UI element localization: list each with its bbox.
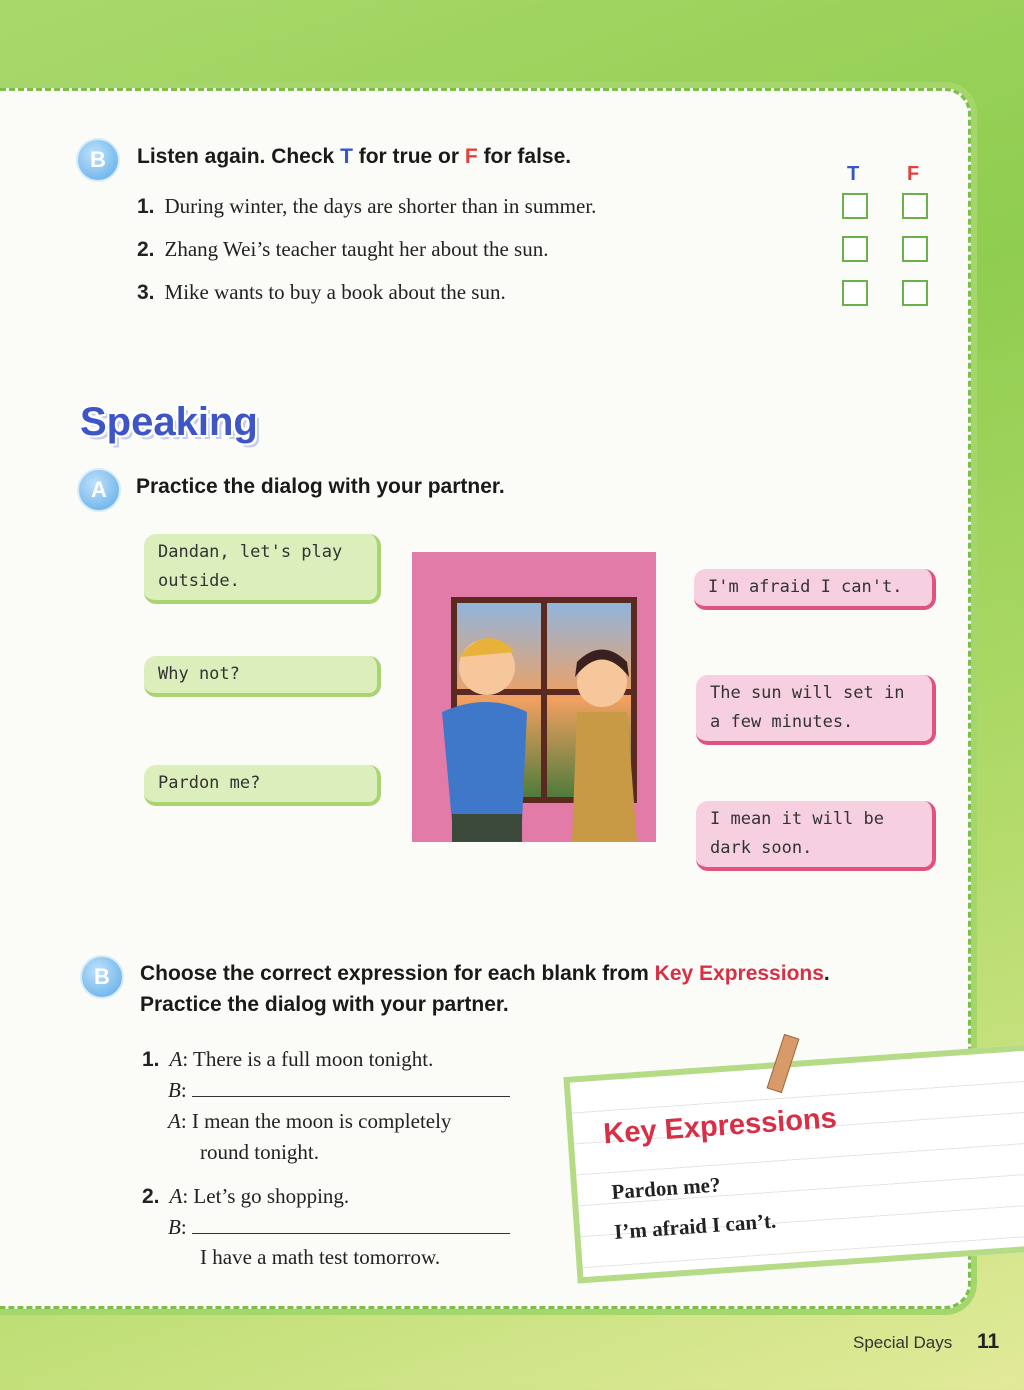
speaker: B xyxy=(168,1215,181,1239)
colon: : xyxy=(180,1215,187,1239)
true-column-header: T xyxy=(847,163,860,185)
statement-1 xyxy=(137,194,596,219)
speaking-b-instruction-line2: Practice the dialog with your partner. xyxy=(140,993,509,1016)
checkbox-2-true[interactable] xyxy=(842,236,868,262)
item-number: 3. xyxy=(137,281,155,304)
statement-text: During winter, the days are shorter than in summer. xyxy=(164,194,597,218)
statement-text: Mike wants to buy a book about the sun. xyxy=(164,280,506,304)
dialog-2-line-b-cont: I have a math test tomorrow. xyxy=(200,1245,441,1269)
statement-3 xyxy=(137,280,506,305)
speaking-a-instruction: Practice the dialog with your partner. xyxy=(136,475,505,498)
checkbox-1-true[interactable] xyxy=(842,193,868,219)
key-expression-1: Pardon me? xyxy=(610,1172,722,1204)
t-letter: T xyxy=(340,145,353,168)
speaker: B xyxy=(168,1078,181,1102)
answer-blank-2[interactable] xyxy=(192,1215,510,1234)
item-number: 2. xyxy=(142,1185,160,1208)
line-text: : I mean the moon is completely xyxy=(180,1109,452,1133)
section-badge-b: B xyxy=(76,138,120,182)
item-number: 2. xyxy=(137,238,155,261)
speech-bubble-right-1: I'm afraid I can't. xyxy=(694,569,936,610)
false-column-header: F xyxy=(907,163,920,185)
speech-bubble-left-2: Why not? xyxy=(144,656,381,697)
key-expressions-card xyxy=(563,1043,1024,1283)
listening-instruction xyxy=(137,145,571,169)
dialog-2-line-a xyxy=(142,1184,349,1209)
answer-blank-1[interactable] xyxy=(192,1078,510,1097)
statement-2 xyxy=(137,237,548,262)
dialog-1-line-a2 xyxy=(168,1109,451,1134)
dialog-1-line-b xyxy=(168,1078,510,1103)
speech-bubble-right-3: I mean it will be dark soon. xyxy=(696,801,936,871)
instr-text: Choose the correct expression for each blank from xyxy=(140,962,655,985)
speech-bubble-left-3: Pardon me? xyxy=(144,765,381,806)
instr-text: Listen again. Check xyxy=(137,145,341,168)
speaking-b-instruction-line1 xyxy=(140,962,830,986)
colon: : xyxy=(180,1078,187,1102)
section-badge-b2: B xyxy=(80,955,124,999)
line-text: : There is a full moon tonight. xyxy=(182,1047,434,1071)
key-expressions-title: Key Expressions xyxy=(602,1102,838,1151)
dialog-1-line-a2-cont: round tonight. xyxy=(200,1140,319,1164)
statement-text: Zhang Wei’s teacher taught her about the sun. xyxy=(164,237,549,261)
f-letter: F xyxy=(464,145,478,168)
page-number: 11 xyxy=(977,1330,1000,1353)
item-number: 1. xyxy=(142,1048,160,1071)
section-badge-a: A xyxy=(77,468,121,512)
instr-text: for false. xyxy=(477,145,572,168)
key-expressions-ref: Key Expressions xyxy=(654,962,824,985)
speech-bubble-left-1: Dandan, let's play outside. xyxy=(144,534,381,604)
instr-text: for true or xyxy=(352,145,465,168)
checkbox-2-false[interactable] xyxy=(902,236,928,262)
speaking-heading: Speaking xyxy=(80,400,258,444)
speaker: A xyxy=(169,1184,183,1208)
speech-bubble-right-2: The sun will set in a few minutes. xyxy=(696,675,936,745)
dialog-2-line-b xyxy=(168,1215,510,1240)
footer-title: Special Days xyxy=(853,1333,953,1352)
checkbox-1-false[interactable] xyxy=(902,193,928,219)
line-text: : Let’s go shopping. xyxy=(182,1184,350,1208)
key-expression-2: I’m afraid I can’t. xyxy=(613,1208,777,1244)
instr-text: . xyxy=(823,962,830,985)
speaker: A xyxy=(168,1109,181,1133)
dialog-1-line-a xyxy=(142,1047,433,1072)
item-number: 1. xyxy=(137,195,155,218)
speaker: A xyxy=(169,1047,183,1071)
checkbox-3-false[interactable] xyxy=(902,280,928,306)
checkbox-3-true[interactable] xyxy=(842,280,868,306)
dialog-illustration xyxy=(412,552,656,842)
